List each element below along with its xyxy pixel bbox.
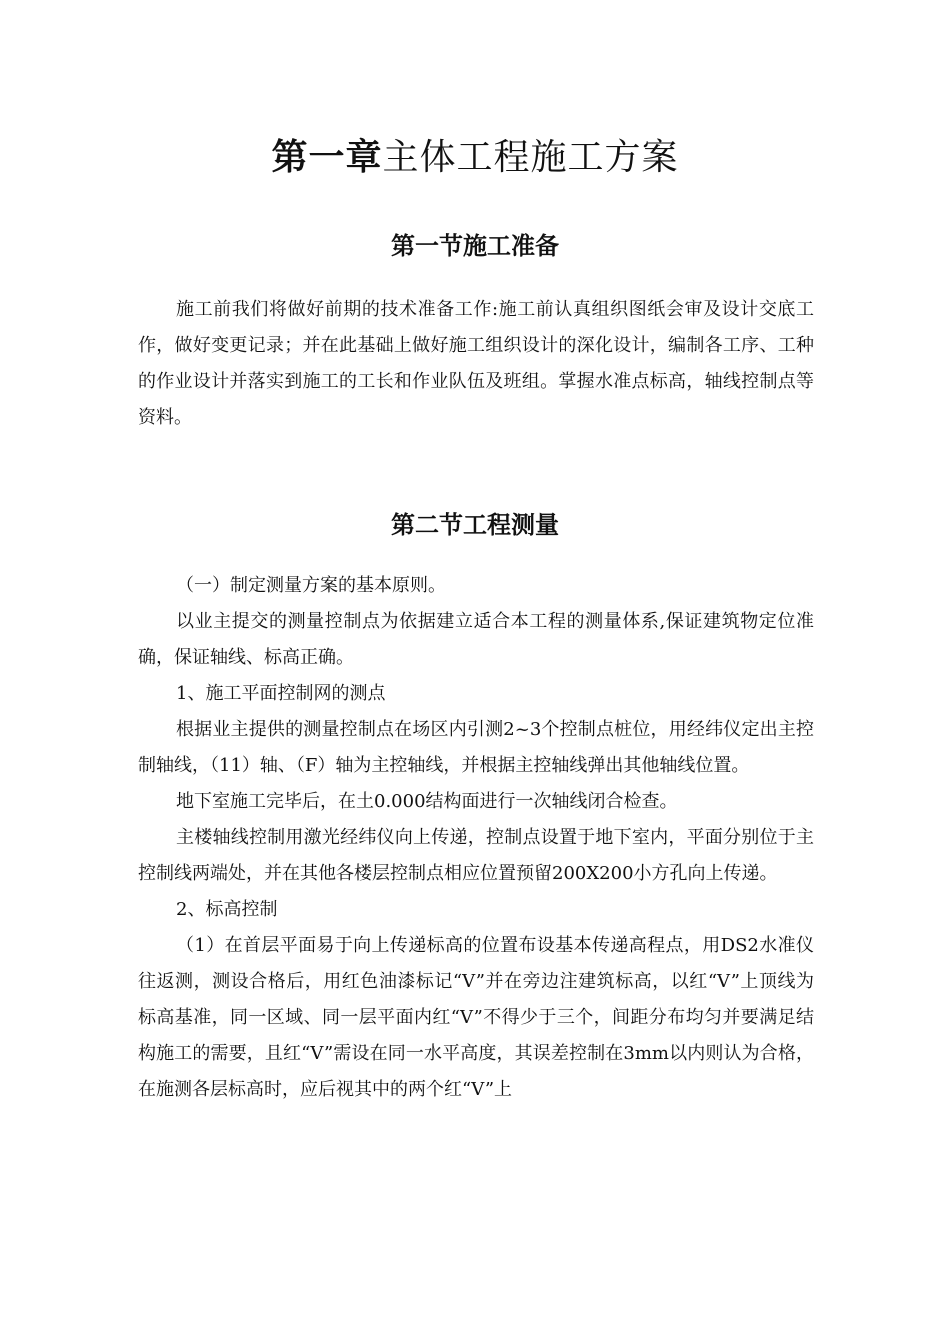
section-title-preparation: 第一节施工准备 — [391, 232, 559, 260]
paragraph: 以业主提交的测量控制点为依据建立适合本工程的测量体系,保证建筑物定位准确，保证轴线、标高正确。 — [138, 611, 814, 668]
chapter-name: 主体工程施工方案 — [382, 137, 679, 178]
section-title-surveying: 第二节工程测量 — [391, 511, 559, 539]
paragraph-subheading-elevation-control: 2、标高控制 — [176, 899, 278, 920]
paragraph-subheading-plane-control: 1、施工平面控制网的测点 — [176, 683, 386, 704]
chapter-number: 第一章 — [271, 137, 383, 178]
paragraph: （1）在首层平面易于向上传递标高的位置布设基本传递高程点，用DS2水准仪往返测，测设合格后，用红色油漆标记“V”并在旁边注建筑标高，以红“V”上顶线为标高基准，同一区域、同一层平面内红“V”不得少于三个，间距分布均匀并要满足结构施工的需要，且红“V”需设在同一水平高度，其误差控制在3mm以内则认为合格，在施测各层标高时，应后视其中的两个红“V”上 — [138, 935, 814, 1100]
section-body-preparation — [138, 292, 814, 436]
chapter-title — [0, 132, 950, 184]
paragraph: 根据业主提供的测量控制点在场区内引测2~3个控制点桩位，用经纬仪定出主控制轴线，（11）轴、（F）轴为主控轴线，并根据主控轴线弹出其他轴线位置。 — [138, 719, 814, 776]
paragraph: 施工前我们将做好前期的技术准备工作:施工前认真组织图纸会审及设计交底工作，做好变更记录；并在此基础上做好施工组织设计的深化设计，编制各工序、工种的作业设计并落实到施工的工长和作业队伍及班组。掌握水准点标高，轴线控制点等资料。 — [138, 299, 814, 428]
paragraph: 主楼轴线控制用激光经纬仪向上传递，控制点设置于地下室内，平面分别位于主控制线两端处，并在其他各楼层控制点相应位置预留200X200小方孔向上传递。 — [138, 827, 814, 884]
paragraph-principle-heading: （一）制定测量方案的基本原则。 — [176, 575, 446, 596]
paragraph: 地下室施工完毕后，在土0.000结构面进行一次轴线闭合检查。 — [176, 791, 678, 812]
section-body-surveying — [138, 568, 814, 1108]
